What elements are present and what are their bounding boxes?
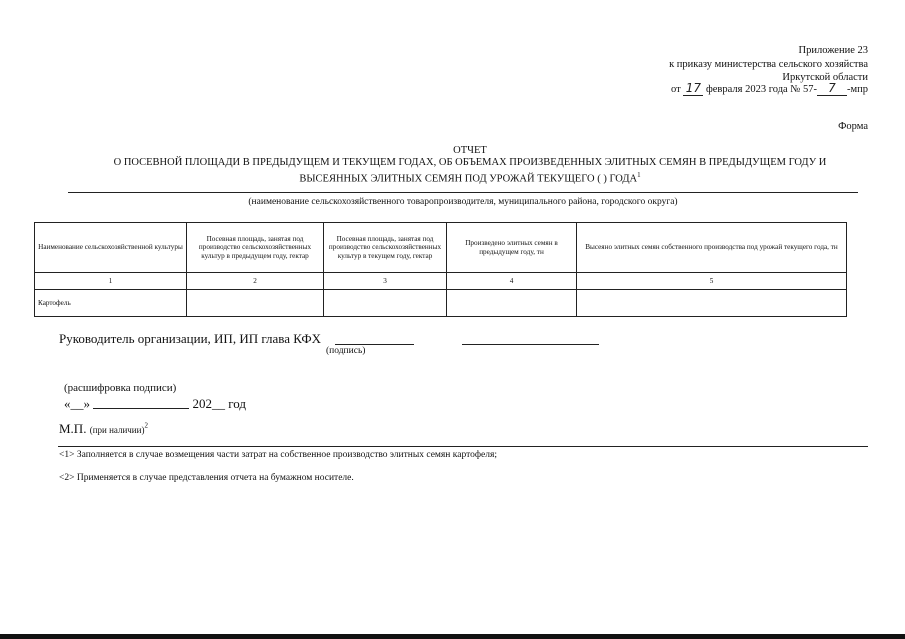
area-current-cell[interactable] xyxy=(324,290,447,317)
header-crop: Наименование сельскохозяйственной культуры xyxy=(35,223,187,273)
appendix-line: Приложение 23 xyxy=(798,45,868,56)
table-row xyxy=(35,290,847,317)
header-sown: Высеяно элитных семян собственного производства под урожай текущего года, тн xyxy=(577,223,847,273)
month-blank xyxy=(93,396,189,409)
report-title: ОТЧЕТ xyxy=(453,145,487,156)
col-number: 3 xyxy=(324,273,447,290)
producer-caption: (наименование сельскохозяйственного товаропроизводителя, муниципального района, городского округа) xyxy=(248,197,678,207)
col-number: 1 xyxy=(35,273,187,290)
produced-cell[interactable] xyxy=(447,290,577,317)
footnote-divider xyxy=(58,446,868,447)
stamp-line xyxy=(59,421,148,437)
area-prev-cell[interactable] xyxy=(187,290,324,317)
date-prefix: от xyxy=(671,84,681,95)
footnote-1: <1> Заполняется в случае возмещения части затрат на собственное производство элитных семян картофеля; xyxy=(59,450,497,460)
order-line: к приказу министерства сельского хозяйства xyxy=(669,59,868,70)
region-line: Иркутской области xyxy=(782,72,868,83)
manager-role: Руководитель организации, ИП, ИП глава КФХ xyxy=(59,331,322,346)
col-number: 5 xyxy=(577,273,847,290)
order-date-line xyxy=(671,82,868,96)
producer-line xyxy=(68,192,858,193)
name-decode-line xyxy=(462,344,599,345)
report-subtitle-1: О ПОСЕВНОЙ ПЛОЩАДИ В ПРЕДЫДУЩЕМ И ТЕКУЩЕМ ГОДАХ, ОБ ОБЪЕМАХ ПРОИЗВЕДЕННЫХ ЭЛИТНЫХ СЕМЯН В ПРЕДЫДУЩЕМ ГОДУ И xyxy=(113,157,827,168)
header-area-prev: Посевная площадь, занятая под производство сельскохозяйственных культур в предыдущем году, гектар xyxy=(187,223,324,273)
stamp-label: М.П. xyxy=(59,421,87,436)
signature-line xyxy=(335,344,414,345)
decode-caption: (расшифровка подписи) xyxy=(64,382,177,394)
sown-cell[interactable] xyxy=(577,290,847,317)
header-produced: Произведено элитных семян в предыдущем году, тн xyxy=(447,223,577,273)
table-number-row xyxy=(35,273,847,290)
col-number: 2 xyxy=(187,273,324,290)
report-table xyxy=(34,222,847,317)
scan-edge xyxy=(0,634,905,639)
handwritten-day: 17 xyxy=(683,82,703,96)
date-open: «__» xyxy=(64,396,90,411)
table-header-row xyxy=(35,223,847,273)
footnote-mark-1: 1 xyxy=(637,171,641,179)
year-text: 202__ год xyxy=(192,396,246,411)
report-subtitle-2-text: ВЫСЕЯННЫХ ЭЛИТНЫХ СЕМЯН ПОД УРОЖАЙ ТЕКУЩЕГО ( ) ГОДА xyxy=(299,173,638,185)
crop-name-cell: Картофель xyxy=(35,290,187,317)
handwritten-number: 7 xyxy=(817,82,847,96)
header-area-current: Посевная площадь, занятая под производство сельскохозяйственных культур в текущем году, гектар xyxy=(324,223,447,273)
footnote-2: <2> Применяется в случае представления отчета на бумажном носителе. xyxy=(59,473,354,483)
sign-caption: (подпись) xyxy=(326,346,366,356)
form-label: Форма xyxy=(838,121,868,132)
stamp-note: (при наличии) xyxy=(89,425,145,435)
footnote-mark-2: 2 xyxy=(144,421,148,430)
col-number: 4 xyxy=(447,273,577,290)
sign-date xyxy=(64,396,246,412)
report-subtitle-2 xyxy=(70,169,870,186)
date-suffix: -мпр xyxy=(846,84,868,95)
date-middle: февраля 2023 года № 57- xyxy=(705,84,817,95)
